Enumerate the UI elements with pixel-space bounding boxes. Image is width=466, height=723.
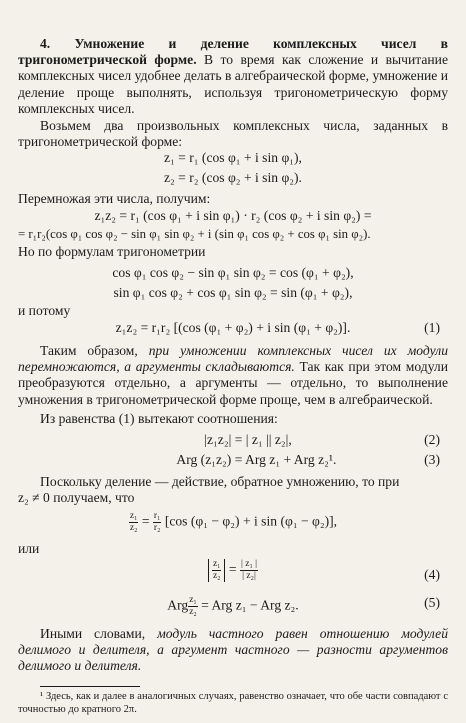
paragraph: или: [18, 541, 40, 556]
absolute-value: $\frac{\text{z₁}}{\text{z₂}}$: [208, 559, 226, 582]
paragraph: Из равенства (1) вытекают соотношения:: [40, 411, 278, 426]
paragraph: и потому: [18, 303, 71, 318]
fraction: $\frac{\text{r₁}}{\text{r₂}}$: [153, 511, 161, 533]
paragraph: Перемножая эти числа, получим:: [18, 191, 211, 206]
equation-number: (4): [424, 567, 440, 582]
document-page: 4. Умножение и деление комплексных чисел в тригонометрической форме. В то время как сложение и вычитание комплексных чисел удобнее делать в алгебраической форме, умножение и деление проще выполнять, используя тригонометрическую форму комплексных чисел. Возьмем два произвольных комплексных числа, заданных в тригонометрической форме: z₁ = r₁ (cos φ₁ + i sin φ₁), z₂ = r₂ (cos φ₂ + i sin φ₂). Перемножая эти числа, получим: z₁z₂ = r₁ (cos φ₁ + i sin φ₁) · r₂ (cos φ₂ + i sin φ₂) = = r₁r₂(cos φ₁ cos φ₂ − sin φ₁ sin φ₂ + i (sin φ₁ cos φ₂ + cos φ₁ sin φ₂). Но по формулам тригонометрии cos φ₁ cos φ₂ − sin φ₁ sin φ₂ = cos (φ₁ + φ₂), sin φ₁ cos φ₂ + cos φ₁ sin φ₂ = sin (φ₁ + φ₂), и потому z₁z₂ = r₁r₂ [(cos (φ₁ + φ₂) + i sin (φ₁ + φ₂)]. (1) Таким образом, при умножении комплексных чисел их модули перемножаются, а аргументы складываются. Так как при этом модули преобразуются отдельно, а аргументы — отдельно, то выполнение умножения в тригонометрической форме проще, чем в алгебраической. Из равенства (1) вытекают соотношения: |z₁z₂| = | z₁ || z₂|, (2) Arg (z₁z₂) = Arg z₁ + Arg z₂¹. (3) Поскольку деление — действие, обратное умножению, то при z₂ ≠ 0 получаем, что $\frac{\text{z₁}}{\text{z₂}}$ = $\frac{\text{r₁}}{\text{r₂}}$ [cos (φ₁ − φ₂) + i sin (φ₁ − φ₂)], или $\frac{\text{z₁}}{\text{z₂}}$ = $\frac{\text{| z₁ |}}{\text{| z₂|}}$ (4) Arg $\frac{\text{z₁}}{\text{z₂}}$ = Arg z₁ − Arg z₂. (5) Иными словами, модуль частного равен отношению модулей делимого и делителя, а аргумент частного — разности аргументов делимого и делителя. ¹ Здесь, как и далее в аналогичных случаях, равенство означает, что обе части совпадают с точностью до кратного 2π.: [18, 36, 448, 715]
equation-number: (1): [424, 320, 440, 335]
equation-number: (5): [424, 595, 440, 610]
paragraph: Поскольку деление — действие, обратное умножению, то при: [40, 474, 400, 489]
fraction: $\frac{\text{z₁}}{\text{z₂}}$: [129, 511, 138, 533]
fraction: $\frac{\text{| z₁ |}}{\text{| z₂|}}$: [240, 559, 258, 581]
section-intro: 4. Умножение и деление комплексных чисел в тригонометрической форме. В то время как сложение и вычитание комплексных чисел удобнее делать в алгебраической форме, умножение и деление проще выполнять, используя тригонометрическую форму комплексных чисел.: [18, 36, 448, 116]
footnote-divider: [40, 686, 140, 687]
footnote: ¹ Здесь, как и далее в аналогичных случаях, равенство означает, что обе части совпадают с точностью до кратного 2π.: [18, 691, 448, 715]
paragraph: Но по формулам тригонометрии: [18, 244, 206, 259]
paragraph: z₂ ≠ 0 получаем, что: [18, 490, 135, 505]
paragraph: Таким образом, при умножении комплексных чисел их модули перемножаются, а аргументы складываются. Так как при этом модули преобразуются отдельно, а аргументы — отдельно, то выполнение умножения в тригонометрической форме проще, чем в алгебраической.: [18, 343, 448, 407]
section-heading: 4. Умножение и деление комплексных чисел в тригонометрической форме.: [18, 36, 448, 68]
equation-number: (2): [424, 432, 440, 447]
fraction: $\frac{\text{z₁}}{\text{z₂}}$: [189, 595, 197, 617]
paragraph: Иными словами, модуль частного равен отношению модулей делимого и делителя, а аргумент частного — разности аргументов делимого и делителя.: [18, 626, 448, 674]
paragraph: Возьмем два произвольных комплексных числа, заданных в тригонометрической форме:: [18, 118, 448, 150]
equation-number: (3): [424, 452, 440, 467]
